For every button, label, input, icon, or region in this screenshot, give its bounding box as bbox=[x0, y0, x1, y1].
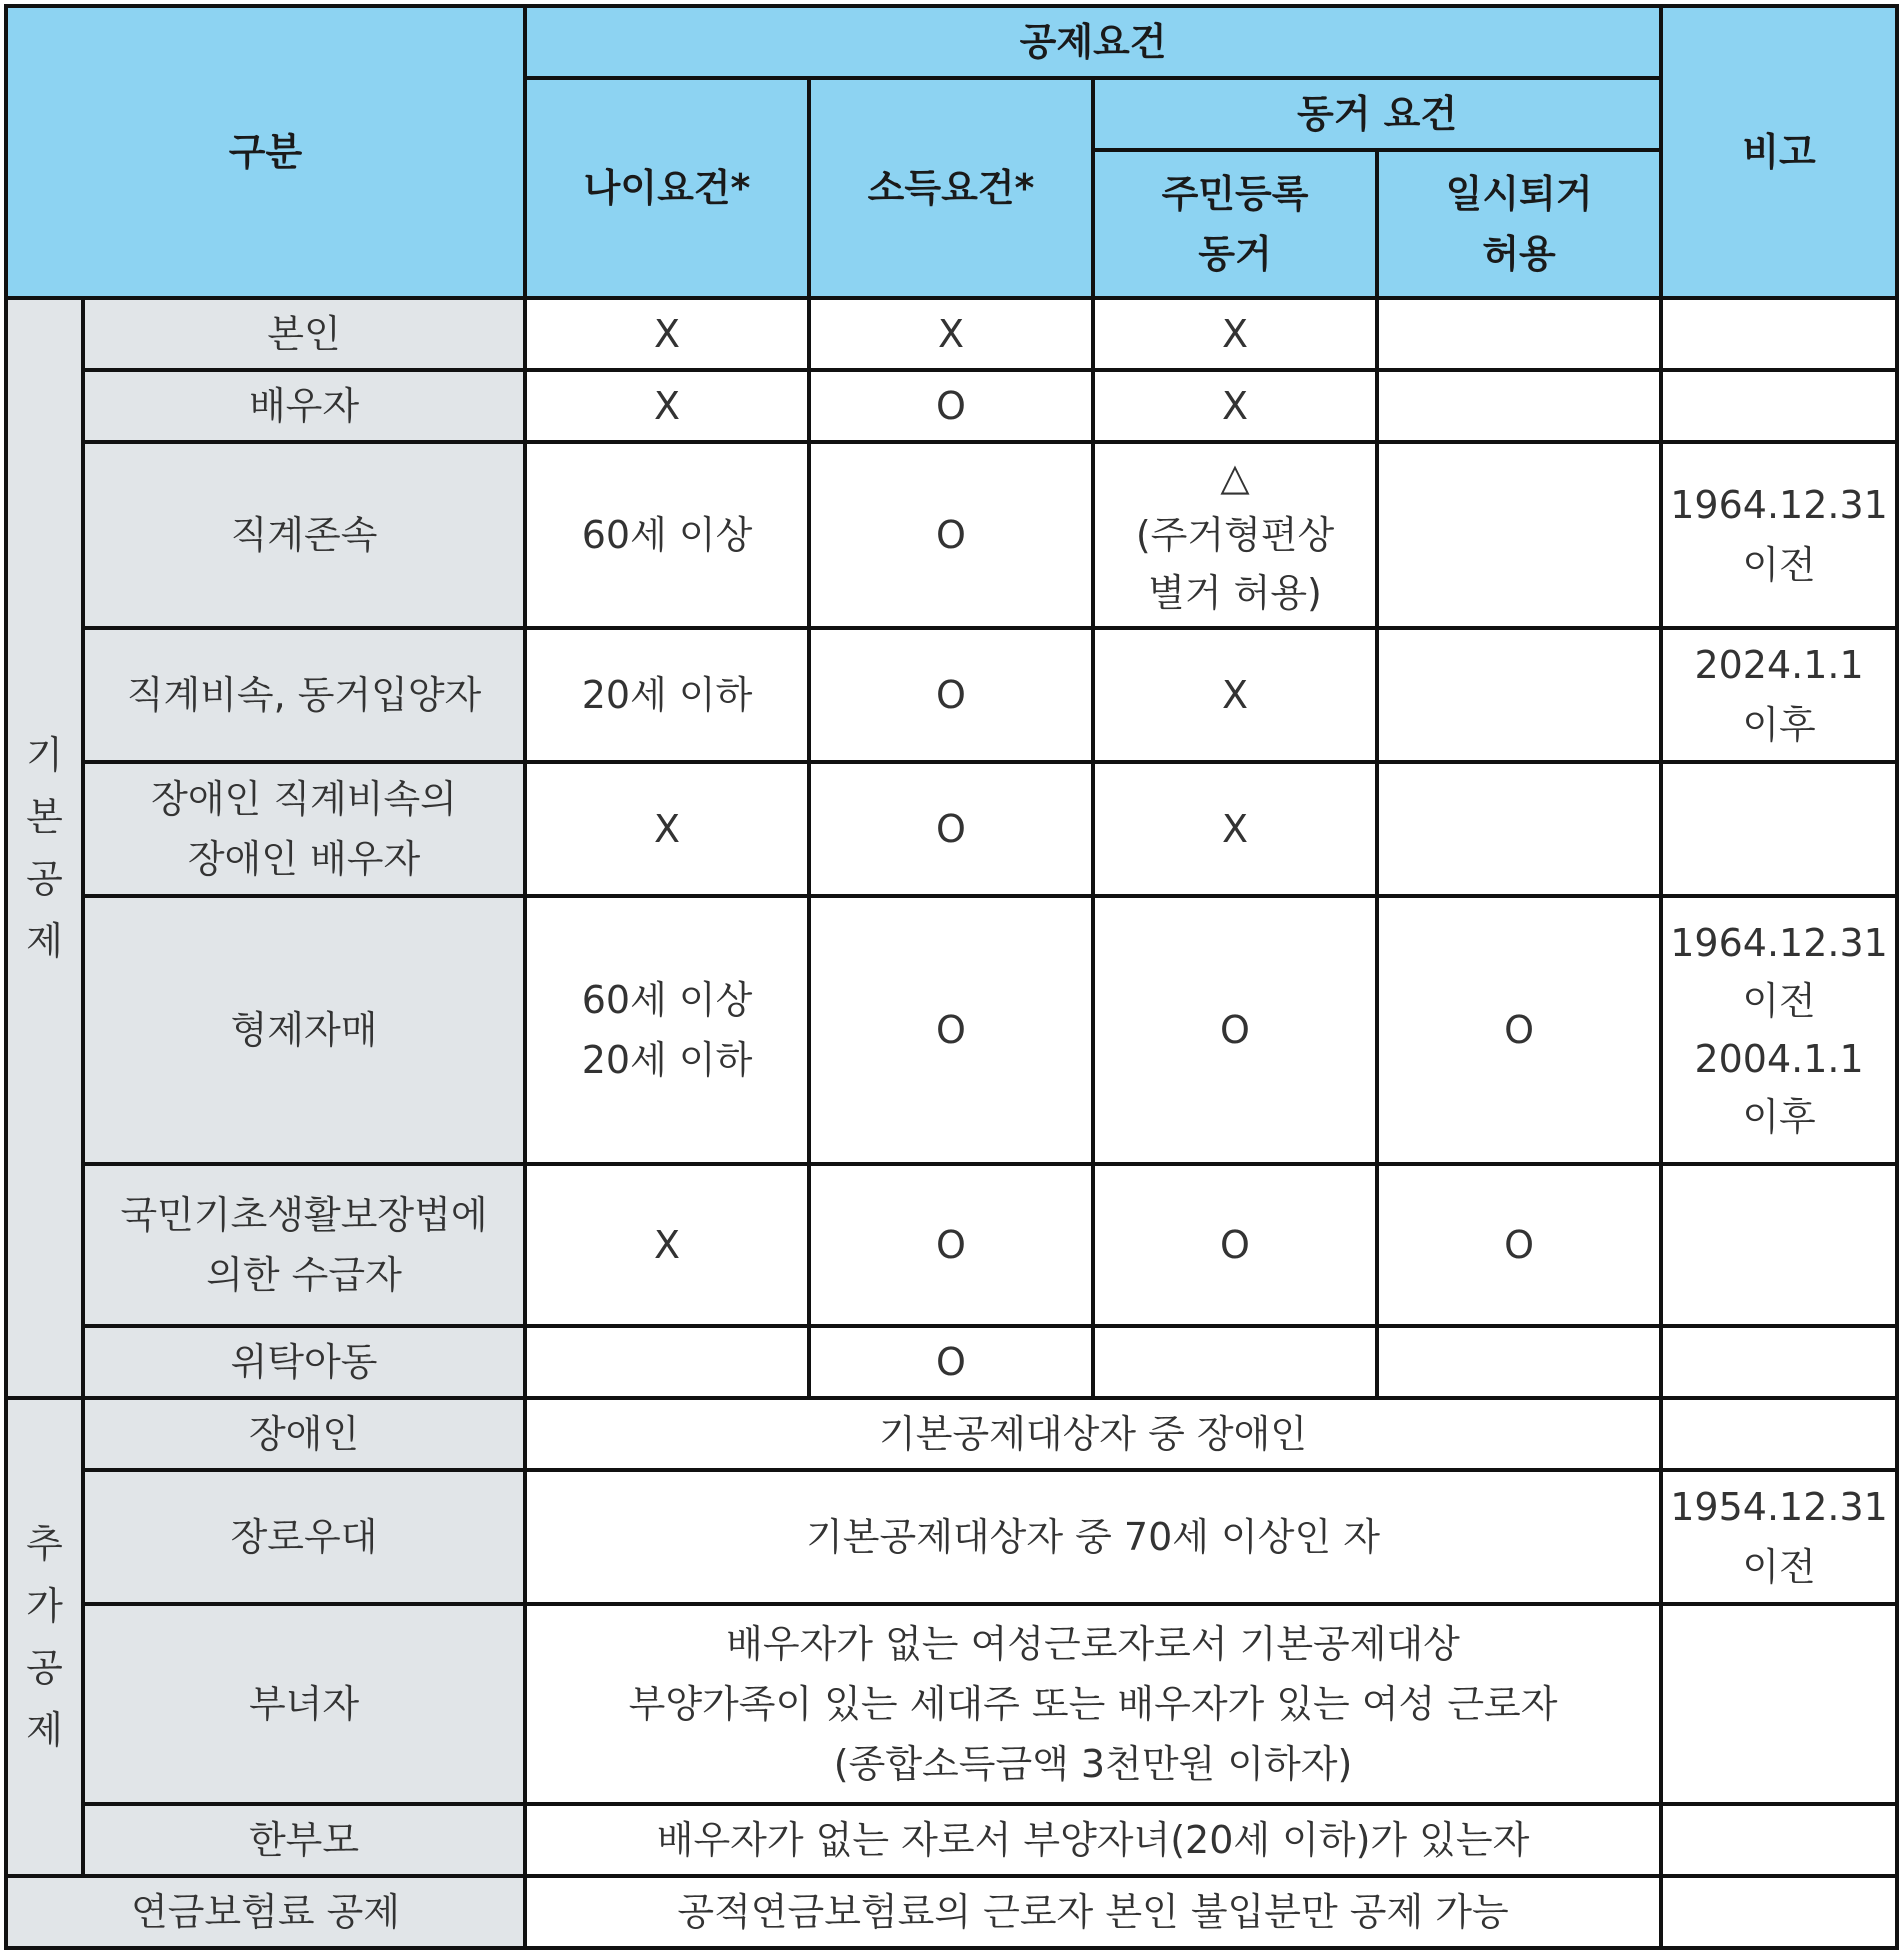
cell-temp: O bbox=[1377, 1164, 1661, 1326]
cell-resident bbox=[1093, 1326, 1377, 1398]
cell-content: 기본공제대상자 중 장애인 bbox=[525, 1398, 1661, 1470]
cell-temp bbox=[1377, 370, 1661, 442]
cell-resident: X bbox=[1093, 628, 1377, 762]
cell-resident: O bbox=[1093, 896, 1377, 1164]
row-label: 부녀자 bbox=[83, 1604, 525, 1804]
header-remarks: 비고 bbox=[1661, 6, 1897, 298]
cell-remark bbox=[1661, 1326, 1897, 1398]
cell-age: 60세 이상 20세 이하 bbox=[525, 896, 809, 1164]
table-row bbox=[6, 1164, 1897, 1326]
cell-income: O bbox=[809, 1326, 1093, 1398]
row-label: 한부모 bbox=[83, 1804, 525, 1876]
cell-age: 20세 이하 bbox=[525, 628, 809, 762]
header-temporary-leave: 일시퇴거 허용 bbox=[1377, 150, 1661, 298]
header-income: 소득요건* bbox=[809, 78, 1093, 298]
cell-resident: △ (주거형편상 별거 허용) bbox=[1093, 442, 1377, 628]
deduction-requirements-table bbox=[4, 4, 1899, 1950]
cell-remark: 1964.12.31 이전 2004.1.1 이후 bbox=[1661, 896, 1897, 1164]
row-label: 국민기초생활보장법에 의한 수급자 bbox=[83, 1164, 525, 1326]
cell-age: 60세 이상 bbox=[525, 442, 809, 628]
table-row bbox=[6, 762, 1897, 896]
cell-temp bbox=[1377, 298, 1661, 370]
table-row bbox=[6, 442, 1897, 628]
cell-content: 공적연금보험료의 근로자 본인 불입분만 공제 가능 bbox=[525, 1876, 1661, 1948]
header-row-1 bbox=[6, 6, 1897, 78]
table-row bbox=[6, 1470, 1897, 1604]
cell-content: 배우자가 없는 자로서 부양자녀(20세 이하)가 있는자 bbox=[525, 1804, 1661, 1876]
cell-age: X bbox=[525, 298, 809, 370]
cell-remark bbox=[1661, 1876, 1897, 1948]
cell-remark bbox=[1661, 370, 1897, 442]
row-label-pension: 연금보험료 공제 bbox=[6, 1876, 525, 1948]
cell-income: O bbox=[809, 762, 1093, 896]
cell-temp bbox=[1377, 628, 1661, 762]
row-label: 직계존속 bbox=[83, 442, 525, 628]
cell-remark bbox=[1661, 762, 1897, 896]
cell-remark bbox=[1661, 298, 1897, 370]
cell-remark bbox=[1661, 1804, 1897, 1876]
cell-resident: X bbox=[1093, 762, 1377, 896]
cell-income: X bbox=[809, 298, 1093, 370]
table-row bbox=[6, 1876, 1897, 1948]
cell-content: 기본공제대상자 중 70세 이상인 자 bbox=[525, 1470, 1661, 1604]
header-age: 나이요건* bbox=[525, 78, 809, 298]
cell-temp: O bbox=[1377, 896, 1661, 1164]
cell-income: O bbox=[809, 896, 1093, 1164]
cell-remark bbox=[1661, 1398, 1897, 1470]
cell-income: O bbox=[809, 1164, 1093, 1326]
table-row bbox=[6, 298, 1897, 370]
cell-resident: X bbox=[1093, 298, 1377, 370]
table-row bbox=[6, 1804, 1897, 1876]
table-row bbox=[6, 370, 1897, 442]
table-row bbox=[6, 1398, 1897, 1470]
cell-temp bbox=[1377, 1326, 1661, 1398]
cell-temp bbox=[1377, 762, 1661, 896]
table-row bbox=[6, 1604, 1897, 1804]
header-requirements: 공제요건 bbox=[525, 6, 1661, 78]
cell-temp bbox=[1377, 442, 1661, 628]
table-row bbox=[6, 628, 1897, 762]
cell-content: 배우자가 없는 여성근로자로서 기본공제대상 부양가족이 있는 세대주 또는 배우자가 있는 여성 근로자 (종합소득금액 3천만원 이하자) bbox=[525, 1604, 1661, 1804]
cell-resident: X bbox=[1093, 370, 1377, 442]
header-resident-registration: 주민등록 동거 bbox=[1093, 150, 1377, 298]
table-row bbox=[6, 1326, 1897, 1398]
cell-age: X bbox=[525, 762, 809, 896]
table-row bbox=[6, 896, 1897, 1164]
cell-age: X bbox=[525, 370, 809, 442]
header-category: 구분 bbox=[6, 6, 525, 298]
row-label: 형제자매 bbox=[83, 896, 525, 1164]
cell-age: X bbox=[525, 1164, 809, 1326]
group-additional: 추가공제 bbox=[6, 1398, 83, 1876]
row-label: 위탁아동 bbox=[83, 1326, 525, 1398]
row-label: 장애인 bbox=[83, 1398, 525, 1470]
cell-resident: O bbox=[1093, 1164, 1377, 1326]
cell-remark: 1954.12.31 이전 bbox=[1661, 1470, 1897, 1604]
cell-remark bbox=[1661, 1164, 1897, 1326]
row-label: 장애인 직계비속의 장애인 배우자 bbox=[83, 762, 525, 896]
cell-remark: 1964.12.31 이전 bbox=[1661, 442, 1897, 628]
row-label: 직계비속, 동거입양자 bbox=[83, 628, 525, 762]
cell-remark: 2024.1.1 이후 bbox=[1661, 628, 1897, 762]
row-label: 장로우대 bbox=[83, 1470, 525, 1604]
cell-remark bbox=[1661, 1604, 1897, 1804]
cell-income: O bbox=[809, 370, 1093, 442]
row-label: 배우자 bbox=[83, 370, 525, 442]
group-basic: 기본공제 bbox=[6, 298, 83, 1398]
header-cohabitation: 동거 요건 bbox=[1093, 78, 1661, 150]
cell-income: O bbox=[809, 628, 1093, 762]
row-label: 본인 bbox=[83, 298, 525, 370]
cell-age bbox=[525, 1326, 809, 1398]
cell-income: O bbox=[809, 442, 1093, 628]
